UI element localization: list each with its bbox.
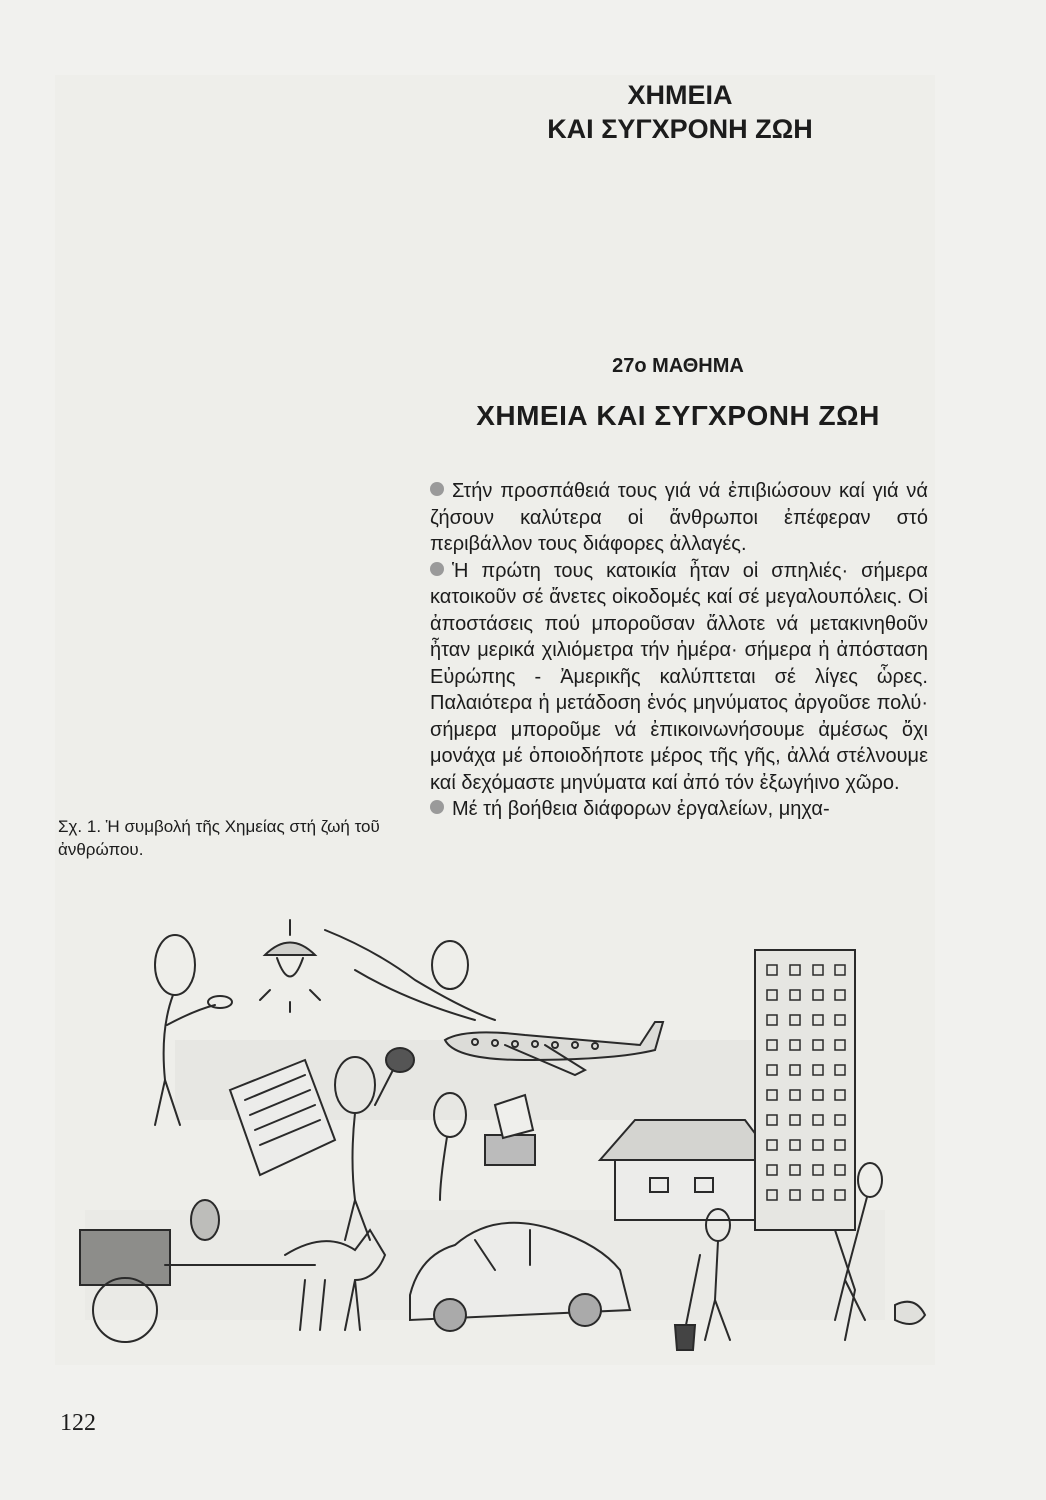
page-title-line-2: ΚΑΙ ΣΥΓΧΡΟΝΗ ΖΩΗ [547, 114, 813, 144]
bullet-icon [430, 800, 444, 814]
page-number: 122 [60, 1410, 96, 1436]
lamp-icon [260, 920, 320, 1012]
paragraph-2-text: Ἡ πρώτη τους κατοικία ἦταν οἱ σπηλιές· σήμερα κατοικοῦν σέ ἄνετες οἰκοδομές καί σέ μεγαλουπόλεις. Οἱ ἀποστάσεις πού μποροῦσαν ἄλλοτε νά μετακινηθοῦν ἦταν μερικά χιλιόμετρα τήν ἡμέρα· σήμερα ἡ ἀπόσταση Εὐρώπης - Ἀμερικῆς καλύπτεται σέ λίγες ὧρες. Παλαιότερα ἡ μετάδοση ἑνός μηνύματος ἀργοῦσε πολύ· σήμερα μποροῦμε νά ἐπικοινωνήσουμε ἀμέσως ὄχι μονάχα μέ ὁποιοδήποτε μέρος τῆς γῆς, ἀλλά στέλνουμε καί δεχόμαστε μηνύματα καί ἀπό τόν ἐξωγήινο χῶρο. [430, 559, 928, 794]
lesson-body [430, 478, 928, 823]
paragraph-3-text: Μέ τή βοήθεια διάφορων ἐργαλείων, μηχα- [452, 798, 830, 820]
bullet-icon [430, 562, 444, 576]
lesson-title: ΧΗΜΕΙΑ ΚΑΙ ΣΥΓΧΡΟΝΗ ΖΩΗ [476, 400, 880, 431]
paragraph-2 [430, 558, 928, 797]
page-title [470, 78, 890, 146]
lesson-number: 27ο ΜΑΘΗΜΑ [612, 355, 744, 377]
paragraph-3 [430, 796, 928, 823]
paragraph-1-text: Στήν προσπάθειά τους γιά νά ἐπιβιώσουν καί γιά νά ζήσουν καλύτερα οἱ ἄνθρωποι ἐπέφεραν στό περιβάλλον τους διάφορες ἀλλαγές. [430, 480, 928, 555]
bullet-icon [430, 482, 444, 496]
flying-figure-icon [325, 930, 495, 1020]
paragraph-1 [430, 478, 928, 558]
apartment-building-icon [755, 950, 855, 1230]
page-title-line-1: ΧΗΜΕΙΑ [627, 80, 733, 110]
figure-caption: Σχ. 1. Ἡ συμβολή τῆς Χημείας στή ζωή τοῦ ἀνθρώπου. [58, 817, 380, 859]
house-icon [600, 1120, 775, 1220]
chemistry-in-life-illustration [55, 910, 935, 1355]
